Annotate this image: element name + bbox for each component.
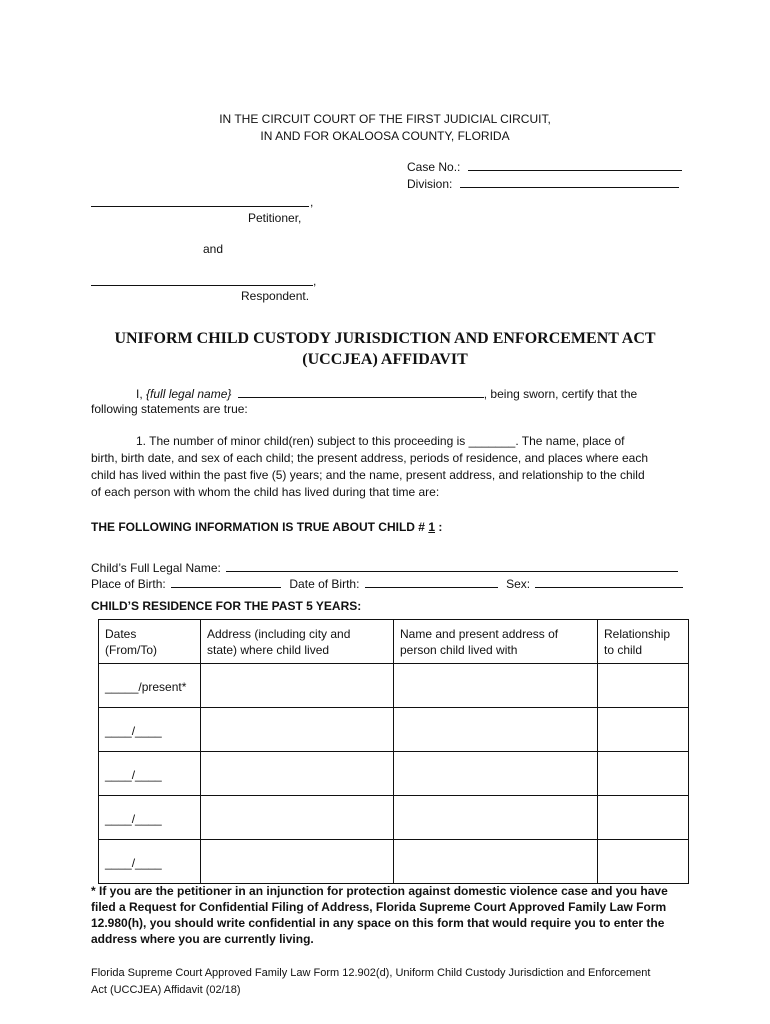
confidential-note-line1: * If you are the petitioner in an injunction for protection against domestic violence case and you have	[91, 884, 668, 898]
petitioner-comma: ,	[310, 195, 314, 209]
table-row	[99, 708, 689, 752]
child-heading	[91, 519, 442, 535]
residence-heading: CHILD’S RESIDENCE FOR THE PAST 5 YEARS:	[91, 599, 362, 613]
table-header-row	[99, 620, 689, 664]
address-cell[interactable]	[201, 664, 394, 708]
sex-field[interactable]	[535, 575, 683, 588]
case-number-row	[407, 158, 687, 175]
oath-line	[136, 385, 696, 402]
date-of-birth-field[interactable]	[365, 575, 498, 588]
footer-line2: Act (UCCJEA) Affidavit (02/18)	[91, 984, 241, 996]
division-label: Division:	[407, 177, 453, 191]
residence-table	[98, 619, 689, 884]
table-row	[99, 840, 689, 884]
court-header-line2: IN AND FOR OKALOOSA COUNTY, FLORIDA	[260, 129, 510, 143]
division-field[interactable]	[460, 175, 679, 188]
para1-line1: 1. The number of minor child(ren) subject to this proceeding is _______. The name, place of	[136, 434, 625, 448]
dates-cell[interactable]: ____/____	[99, 796, 201, 840]
place-of-birth-field[interactable]	[171, 575, 281, 588]
and-label: and	[203, 242, 224, 256]
dates-cell[interactable]: _____/present*	[99, 664, 201, 708]
footer-line1: Florida Supreme Court Approved Family Law Form 12.902(d), Uniform Child Custody Jurisdiction and Enforcement	[91, 967, 651, 979]
address-cell[interactable]	[201, 752, 394, 796]
address-cell[interactable]	[201, 840, 394, 884]
para1-line4: of each person with whom the child has lived during that time are:	[91, 485, 440, 499]
confidential-note-line3: 12.980(h), you should write confidential in any space on this form that would require you to enter the	[91, 916, 665, 930]
place-of-birth-label: Place of Birth:	[91, 577, 166, 591]
relationship-cell[interactable]	[598, 708, 689, 752]
table-row	[99, 752, 689, 796]
child-full-name-row	[91, 559, 683, 576]
respondent-comma: ,	[313, 274, 317, 288]
relationship-cell[interactable]	[598, 840, 689, 884]
header-relationship: Relationship to child	[598, 620, 689, 664]
respondent-name-field[interactable]	[91, 285, 313, 286]
person-cell[interactable]	[394, 664, 598, 708]
header-person: Name and present address of person child lived with	[394, 620, 598, 664]
oath-suffix: , being sworn, certify that the	[483, 387, 638, 401]
relationship-cell[interactable]	[598, 752, 689, 796]
person-cell[interactable]	[394, 708, 598, 752]
oath-line2: following statements are true:	[91, 402, 248, 416]
relationship-cell[interactable]	[598, 664, 689, 708]
case-number-label: Case No.:	[407, 160, 461, 174]
person-cell[interactable]	[394, 752, 598, 796]
form-title-line1: UNIFORM CHILD CUSTODY JURISDICTION AND ENFORCEMENT ACT	[114, 330, 656, 347]
dates-cell[interactable]: ____/____	[99, 708, 201, 752]
form-title-line2: (UCCJEA) AFFIDAVIT	[302, 351, 468, 368]
dates-cell[interactable]: ____/____	[99, 752, 201, 796]
child-heading-text: THE FOLLOWING INFORMATION IS TRUE ABOUT CHILD #	[91, 520, 425, 534]
person-cell[interactable]	[394, 796, 598, 840]
table-row	[99, 664, 689, 708]
child-heading-colon: :	[438, 520, 443, 534]
child-birth-row	[91, 575, 691, 592]
header-dates: Dates (From/To)	[99, 620, 201, 664]
para1-line2: birth, birth date, and sex of each child; the present address, periods of residence, and places where each	[91, 451, 649, 465]
case-number-field[interactable]	[468, 158, 682, 171]
header-address: Address (including city and state) where child lived	[201, 620, 394, 664]
child-full-name-label: Child’s Full Legal Name:	[91, 561, 221, 575]
para1-line3: child has lived within the past five (5) years; and the name, present address, and relationship to the child	[91, 468, 645, 482]
division-row	[407, 175, 687, 192]
address-cell[interactable]	[201, 796, 394, 840]
respondent-label: Respondent.	[241, 289, 310, 303]
dates-cell[interactable]: ____/____	[99, 840, 201, 884]
date-of-birth-label: Date of Birth:	[289, 577, 360, 591]
person-cell[interactable]	[394, 840, 598, 884]
child-full-name-field[interactable]	[226, 559, 678, 572]
table-row	[99, 796, 689, 840]
confidential-note-line4: address where you are currently living.	[91, 932, 314, 946]
oath-prefix: I,	[136, 387, 143, 401]
petitioner-name-field[interactable]	[91, 206, 309, 207]
petitioner-label: Petitioner,	[248, 211, 302, 225]
relationship-cell[interactable]	[598, 796, 689, 840]
full-legal-name-field[interactable]	[238, 385, 484, 398]
sex-label: Sex:	[506, 577, 531, 591]
court-header-line1: IN THE CIRCUIT COURT OF THE FIRST JUDICIAL CIRCUIT,	[219, 112, 551, 126]
address-cell[interactable]	[201, 708, 394, 752]
confidential-note-line2: filed a Request for Confidential Filing of Address, Florida Supreme Court Approved Family Law Form	[91, 900, 667, 914]
oath-full-name-hint: {full legal name}	[146, 387, 232, 401]
child-number: 1	[428, 520, 436, 534]
